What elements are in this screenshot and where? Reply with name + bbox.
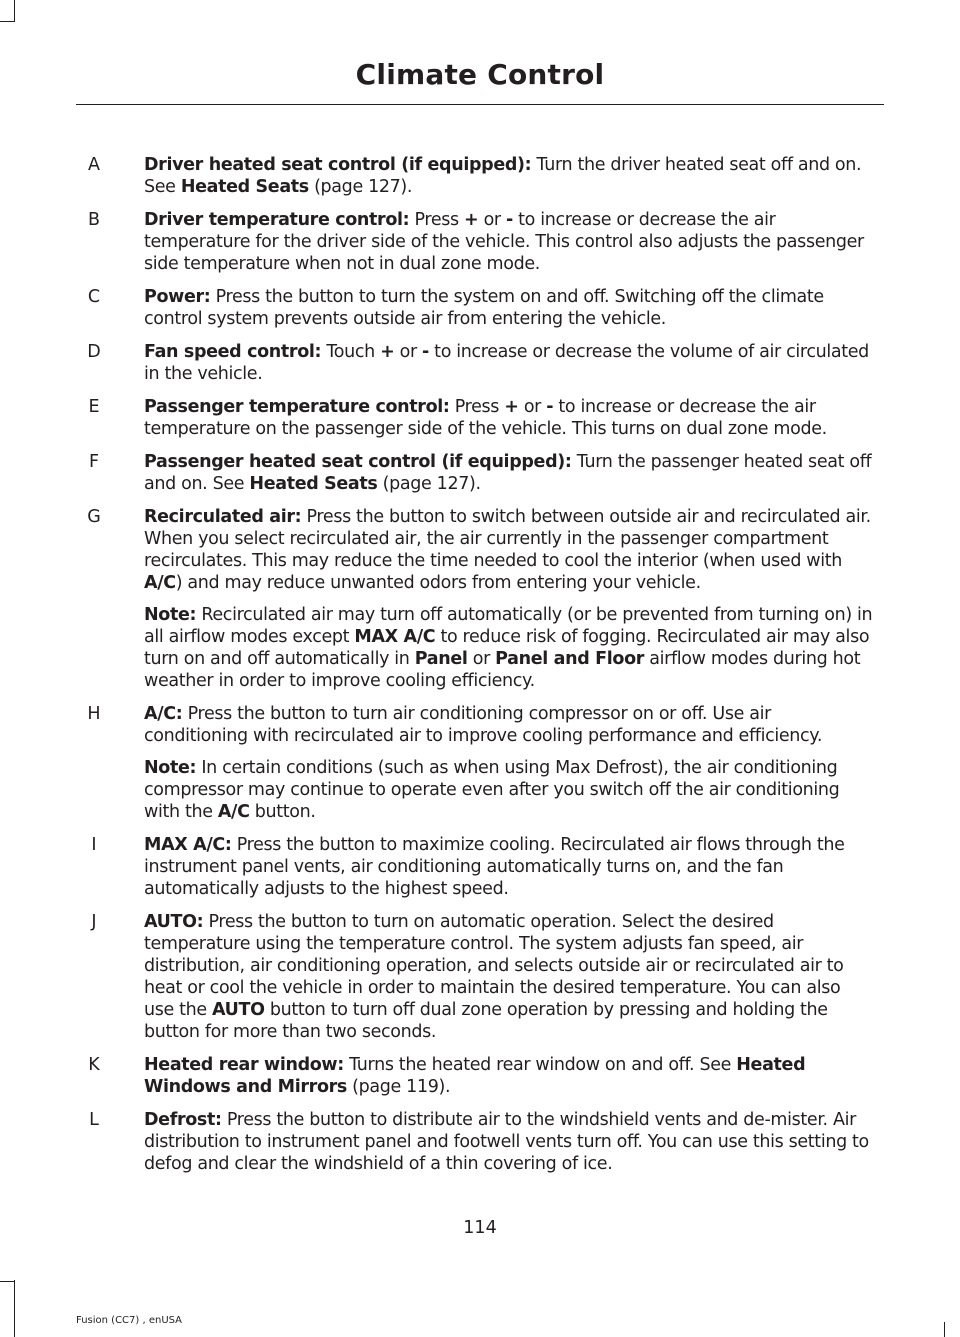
minus-symbol: - xyxy=(506,210,513,230)
cross-reference: Heated Seats xyxy=(180,177,309,197)
list-item xyxy=(0,703,960,823)
page-title: Climate Control xyxy=(355,58,605,91)
note: Note: In certain conditions (such as when using Max Defrost), the air conditioning compressor may continue to operate even after you switch off the air conditioning with the A/C button. xyxy=(144,758,840,822)
plus-symbol: + xyxy=(380,342,395,362)
plus-symbol: + xyxy=(504,397,519,417)
note: Note: Recirculated air may turn off automatically (or be prevented from turning on) in all airflow modes except MAX A/C to reduce risk of fogging. Recirculated air may also turn on and off automatically in Panel or Panel and Floor airflow modes during hot weather in order to improve cooling efficiency. xyxy=(144,605,873,691)
item-label: MAX A/C: xyxy=(144,835,232,855)
list-item xyxy=(0,506,960,692)
item-letter: D xyxy=(87,342,101,362)
document-id: Fusion (CC7) , enUSA xyxy=(76,1315,183,1326)
button-reference: A/C xyxy=(217,802,250,822)
item-letter: E xyxy=(88,397,100,417)
item-text: Driver heated seat control (if equipped): Turn the driver heated seat off and on. See Heated Seats (page 127). xyxy=(144,155,862,197)
item-text: A/C: Press the button to turn air conditioning compressor on or off. Use air conditioning with recirculated air to improve cooling performance and efficiency. xyxy=(144,704,823,746)
list-item xyxy=(0,209,960,275)
item-letter: K xyxy=(88,1055,100,1075)
crop-mark-top-left-h xyxy=(0,21,14,22)
item-letter: L xyxy=(89,1110,99,1130)
button-reference: A/C xyxy=(144,573,176,593)
minus-symbol: - xyxy=(422,342,429,362)
item-label: AUTO: xyxy=(144,912,204,932)
item-letter: C xyxy=(87,287,101,307)
item-text: Fan speed control: Touch + or - to increase or decrease the volume of air circulated in the vehicle. xyxy=(144,342,869,384)
item-text: Defrost: Press the button to distribute air to the windshield vents and de-mister. Air distribution to instrument panel and footwell vents turn off. You can use this setting to defog and clear the windshield of a thin covering of ice. xyxy=(144,1110,869,1174)
cross-reference: Heated Windows and Mirrors xyxy=(144,1055,806,1097)
note-label: Note: xyxy=(144,758,197,778)
item-text: Power: Press the button to turn the system on and off. Switching off the climate control system prevents outside air from entering the vehicle. xyxy=(144,287,824,329)
item-label: Passenger heated seat control (if equipped): xyxy=(144,452,572,472)
item-letter: F xyxy=(88,452,100,472)
button-reference: MAX A/C xyxy=(354,627,436,647)
list-item xyxy=(0,834,960,900)
list-item xyxy=(0,1109,960,1175)
control-descriptions xyxy=(0,154,960,1186)
crop-mark-bottom-right-v xyxy=(944,1322,945,1337)
list-item xyxy=(0,286,960,330)
item-text: Passenger temperature control: Press + or - to increase or decrease the air temperature on the passenger side of the vehicle. This turns on dual zone mode. xyxy=(144,397,827,439)
mode-reference: Panel and Floor xyxy=(495,649,645,669)
note-label: Note: xyxy=(144,605,197,625)
plus-symbol: + xyxy=(464,210,479,230)
cross-reference: Heated Seats xyxy=(249,474,378,494)
item-label: Driver temperature control: xyxy=(144,210,410,230)
title-divider xyxy=(76,104,884,105)
crop-mark-bottom-left-v xyxy=(14,1280,15,1337)
item-label: Defrost: xyxy=(144,1110,222,1130)
item-label: Driver heated seat control (if equipped): xyxy=(144,155,532,175)
button-reference: AUTO xyxy=(212,1000,265,1020)
item-label: A/C: xyxy=(144,704,183,724)
item-text: Recirculated air: Press the button to switch between outside air and recirculated air. When you select recirculated air, the air currently in the passenger compartment recirculates. This may reduce the time needed to cool the interior (when used with A/C) and may reduce unwanted odors from entering your vehicle. xyxy=(144,507,871,593)
item-letter: G xyxy=(87,507,101,527)
item-label: Fan speed control: xyxy=(144,342,322,362)
list-item xyxy=(0,911,960,1043)
item-text: Passenger heated seat control (if equipped): Turn the passenger heated seat off and on. See Heated Seats (page 127). xyxy=(144,452,872,494)
list-item xyxy=(0,1054,960,1098)
item-label: Heated rear window: xyxy=(144,1055,344,1075)
list-item xyxy=(0,341,960,385)
list-item xyxy=(0,396,960,440)
item-label: Recirculated air: xyxy=(144,507,302,527)
crop-mark-bottom-left-h xyxy=(0,1281,14,1282)
item-text: AUTO: Press the button to turn on automatic operation. Select the desired temperature using the temperature control. The system adjusts fan speed, air distribution, air conditioning operation, and selects outside air or recirculated air to heat or cool the vehicle in order to maintain the desired temperature. You can also use the AUTO button to turn off dual zone operation by pressing and holding the button for more than two seconds. xyxy=(144,912,844,1042)
item-letter: A xyxy=(88,155,100,175)
list-item xyxy=(0,451,960,495)
item-text: Driver temperature control: Press + or - to increase or decrease the air temperature for the driver side of the vehicle. This control also adjusts the passenger side temperature when not in dual zone mode. xyxy=(144,210,864,274)
mode-reference: Panel xyxy=(414,649,468,669)
minus-symbol: - xyxy=(546,397,554,417)
item-letter: J xyxy=(91,912,97,932)
item-letter: B xyxy=(87,210,100,230)
item-label: Power: xyxy=(144,287,211,307)
item-letter: H xyxy=(87,704,101,724)
crop-mark-top-left-v xyxy=(14,0,15,22)
item-label: Passenger temperature control: xyxy=(144,397,450,417)
item-text: Heated rear window: Turns the heated rear window on and off. See Heated Windows and Mirrors (page 119). xyxy=(144,1055,806,1097)
item-letter: I xyxy=(91,835,97,855)
list-item xyxy=(0,154,960,198)
page-number: 114 xyxy=(463,1218,497,1238)
item-text: MAX A/C: Press the button to maximize cooling. Recirculated air flows through the instrument panel vents, air conditioning automatically turns on, and the fan automatically adjusts to the highest speed. xyxy=(144,835,845,899)
